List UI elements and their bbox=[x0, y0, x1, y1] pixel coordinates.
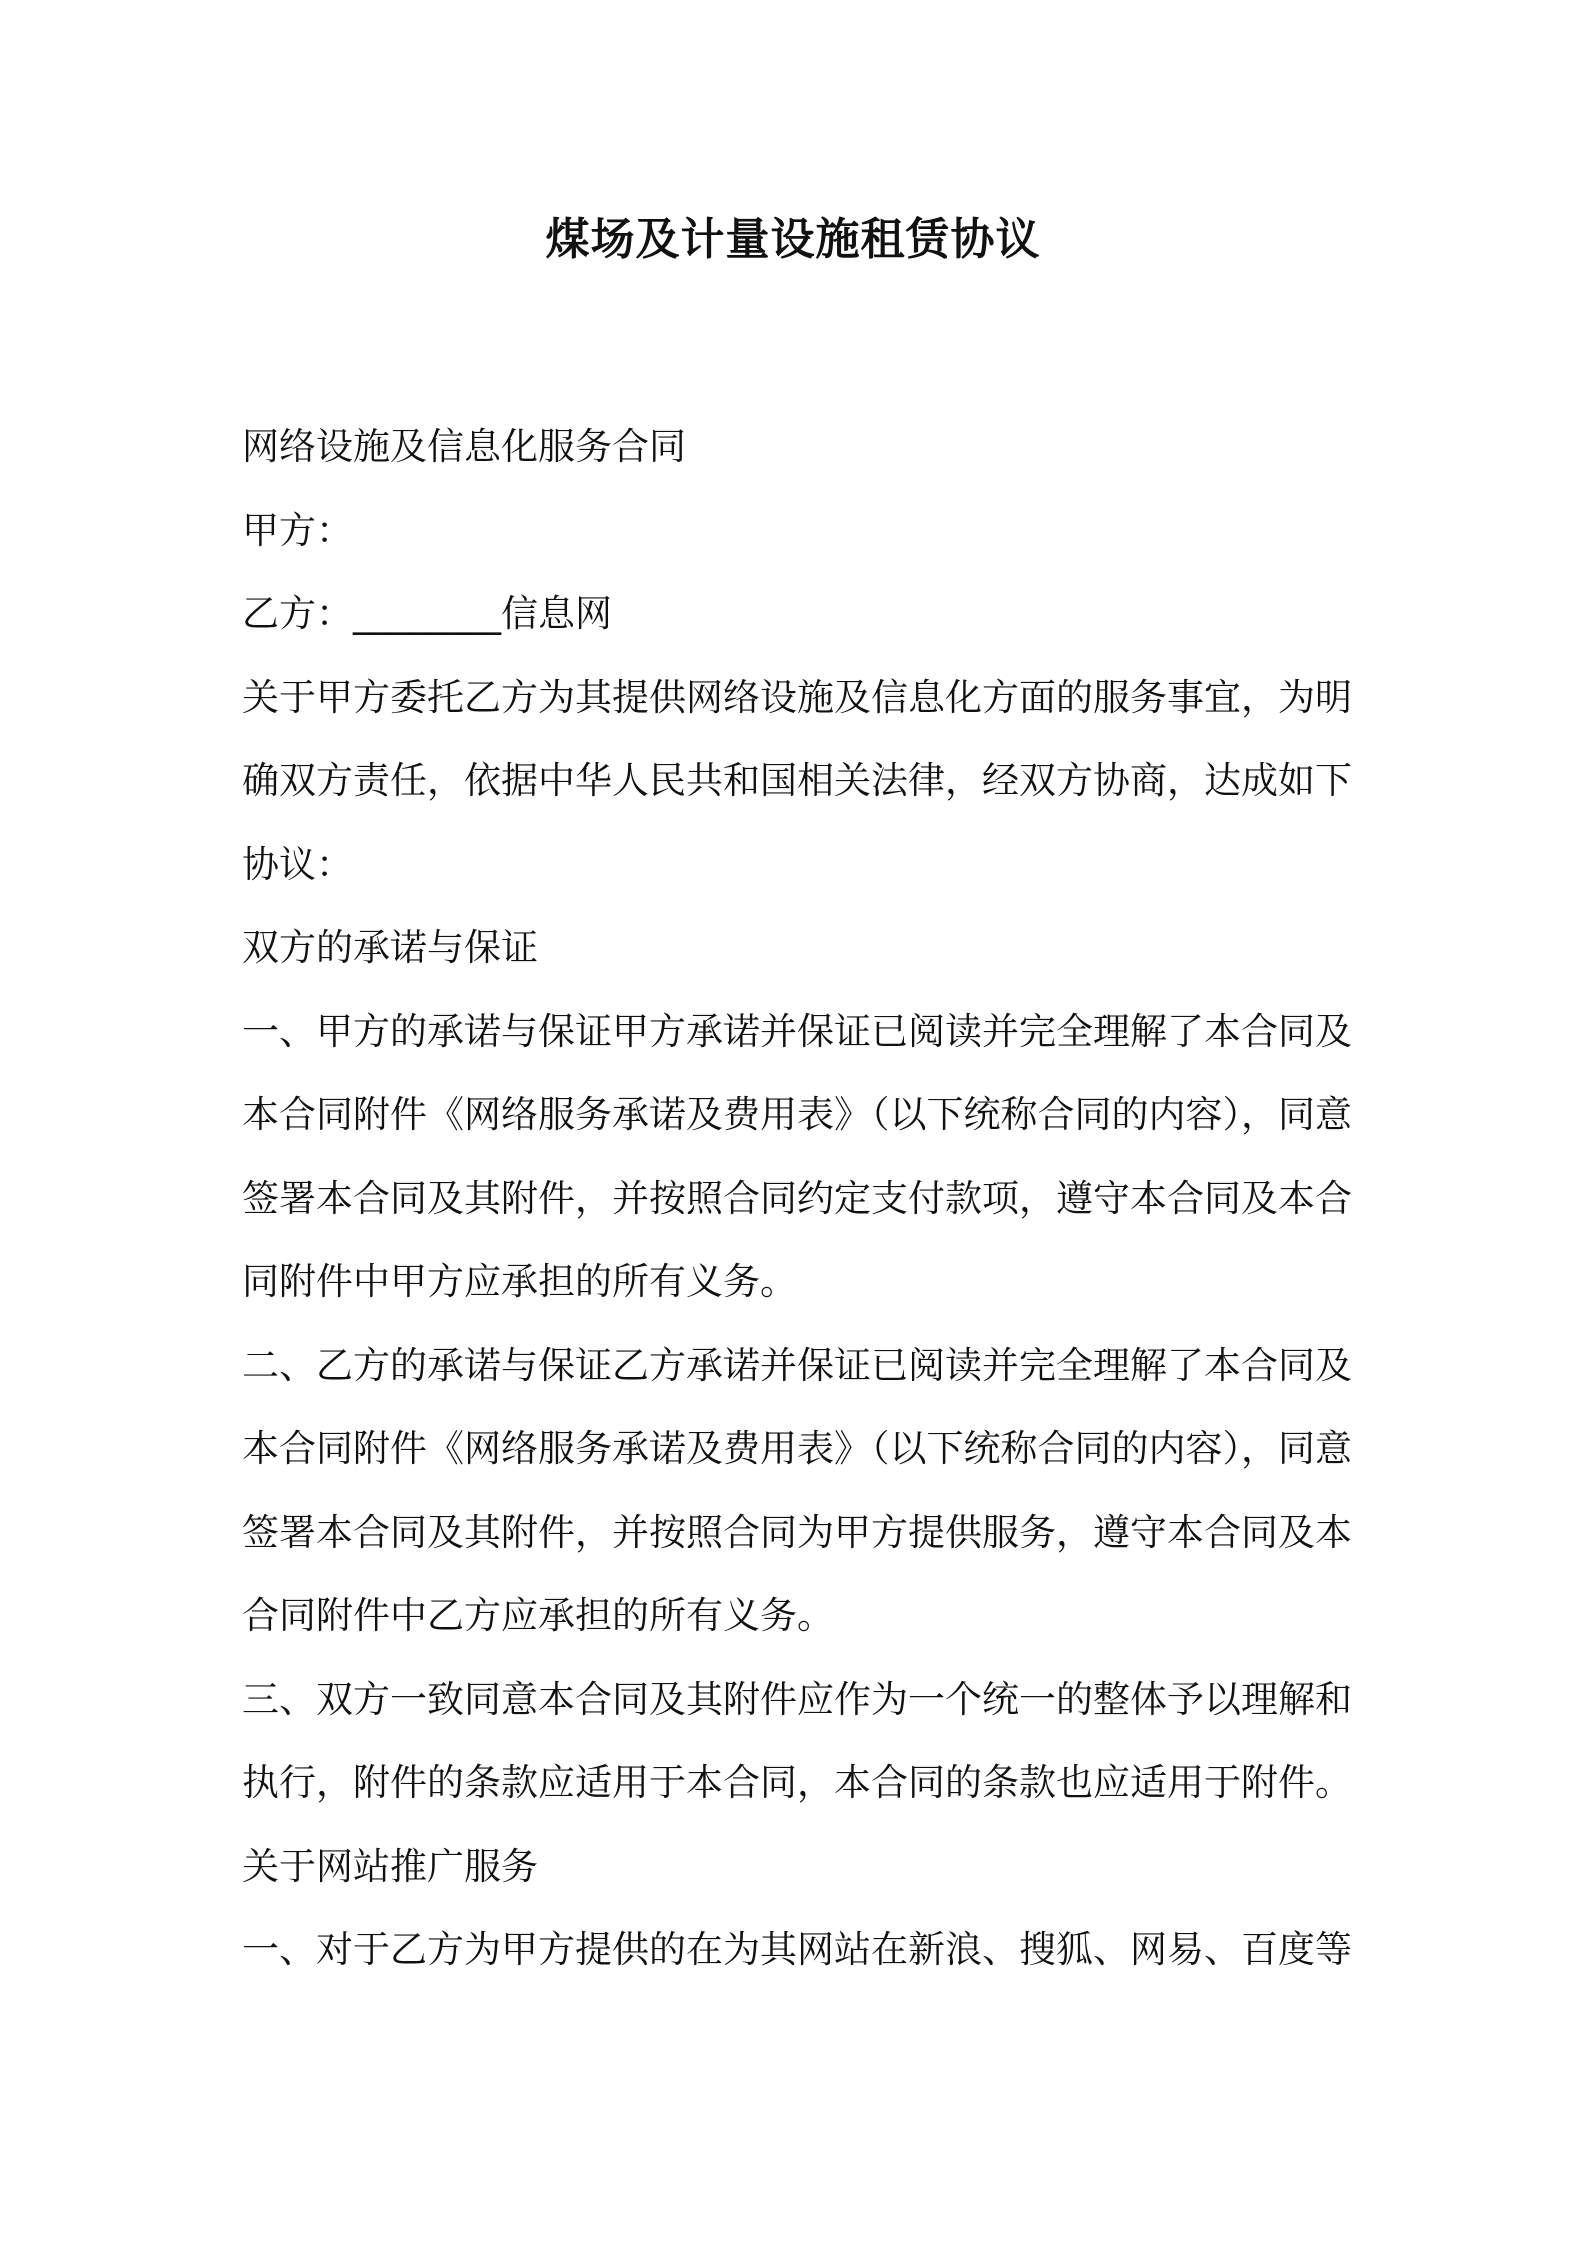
contract-subtitle: 网络设施及信息化服务合同 bbox=[242, 425, 686, 468]
paragraph-line: 合同附件中乙方应承担的所有义务。 bbox=[242, 1594, 834, 1637]
document-title: 煤场及计量设施租赁协议 bbox=[545, 214, 1041, 265]
paragraph-line: 协议： bbox=[242, 842, 353, 886]
paragraph-line: 一、甲方的承诺与保证甲方承诺并保证已阅读并完全理解了本合同及 bbox=[242, 1009, 1352, 1053]
paragraph-line: 确双方责任，依据中华人民共和国相关法律，经双方协商，达成如下 bbox=[242, 759, 1352, 802]
section-heading: 双方的承诺与保证 bbox=[242, 926, 538, 969]
document-body bbox=[242, 405, 1352, 1992]
paragraph-line: 执行，附件的条款应适用于本合同，本合同的条款也应适用于附件。 bbox=[242, 1761, 1352, 1804]
paragraph-line: 一、对于乙方为甲方提供的在为其网站在新浪、搜狐、网易、百度等 bbox=[242, 1928, 1352, 1971]
section-heading: 关于网站推广服务 bbox=[242, 1844, 538, 1888]
paragraph-line: 二、乙方的承诺与保证乙方承诺并保证已阅读并完全理解了本合同及 bbox=[242, 1343, 1352, 1387]
paragraph-line: 同附件中甲方应承担的所有义务。 bbox=[242, 1260, 797, 1303]
paragraph-line: 关于甲方委托乙方为其提供网络设施及信息化方面的服务事宜，为明 bbox=[242, 675, 1352, 719]
paragraph-line: 三、双方一致同意本合同及其附件应作为一个统一的整体予以理解和 bbox=[242, 1677, 1352, 1721]
paragraph-line: 本合同附件《网络服务承诺及费用表》（以下统称合同的内容），同意 bbox=[242, 1093, 1352, 1136]
paragraph-line: 本合同附件《网络服务承诺及费用表》（以下统称合同的内容），同意 bbox=[242, 1427, 1352, 1470]
paragraph-line: 签署本合同及其附件，并按照合同约定支付款项，遵守本合同及本合 bbox=[242, 1176, 1352, 1220]
party-a-label: 甲方： bbox=[242, 508, 353, 552]
party-b-label: 乙方：________信息网 bbox=[242, 592, 612, 635]
paragraph-line: 签署本合同及其附件，并按照合同为甲方提供服务，遵守本合同及本 bbox=[242, 1510, 1352, 1554]
